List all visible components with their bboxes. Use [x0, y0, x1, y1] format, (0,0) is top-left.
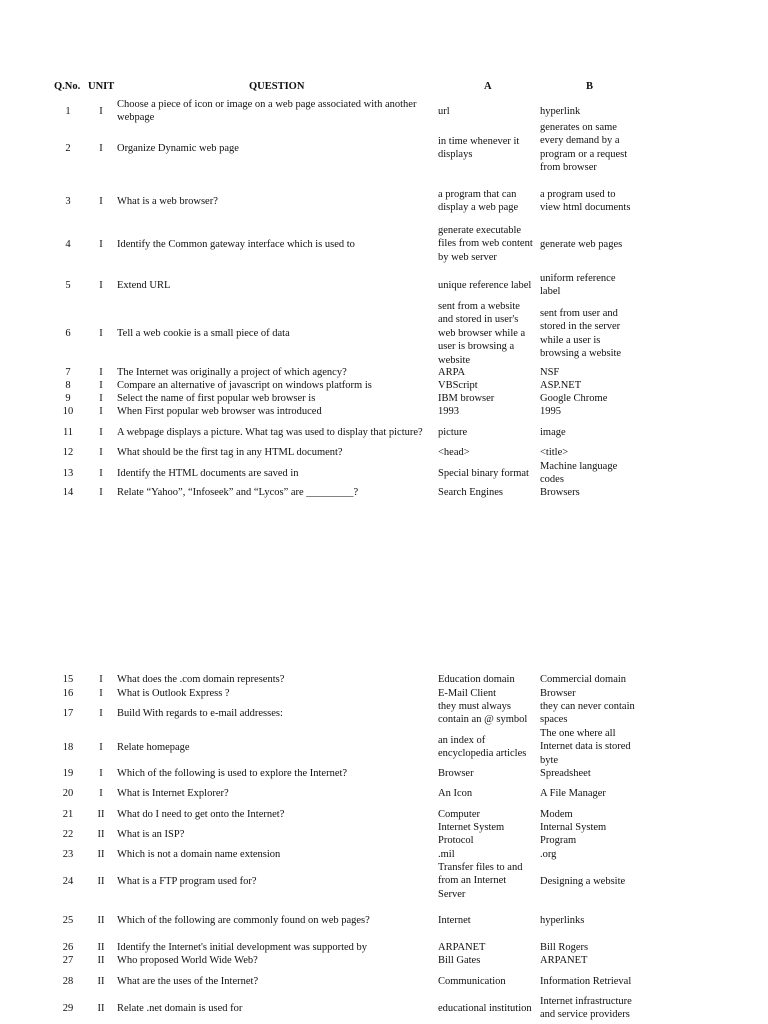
row-unit: II — [97, 876, 105, 887]
row-option-b: Browsers — [540, 487, 580, 498]
row-question: What is Outlook Express ? — [117, 688, 230, 699]
row-qno: 13 — [62, 468, 74, 479]
row-unit: I — [99, 380, 103, 391]
row-unit: I — [99, 106, 103, 117]
row-unit: I — [99, 406, 103, 417]
row-unit: I — [99, 143, 103, 154]
header-b: B — [586, 81, 594, 92]
row-unit: II — [97, 976, 105, 987]
row-option-a: unique reference label — [438, 280, 532, 291]
row-question: Identify the HTML documents are saved in — [117, 468, 299, 479]
row-option-b: Internet infrastructure and service providers — [540, 996, 632, 1021]
row-question: What do I need to get onto the Internet? — [117, 809, 285, 820]
row-option-a: Internet — [438, 915, 471, 926]
row-option-b: generate web pages — [540, 239, 623, 250]
row-option-b: Modem — [540, 809, 573, 820]
row-option-a: Communication — [438, 976, 506, 987]
row-unit: I — [99, 468, 103, 479]
row-unit: I — [99, 688, 103, 699]
row-option-a: Transfer files to and from an Internet Server — [438, 862, 523, 900]
row-unit: I — [99, 328, 103, 339]
row-qno: 18 — [62, 742, 74, 753]
row-option-b: Spreadsheet — [540, 768, 591, 779]
row-qno: 12 — [62, 447, 74, 458]
row-question: Relate “Yahoo”, “Infoseek” and “Lycos” are _________? — [117, 487, 359, 498]
row-qno: 26 — [62, 942, 74, 953]
row-unit: I — [99, 674, 103, 685]
row-option-a: Special binary format — [438, 468, 529, 479]
row-option-a: educational institution — [438, 1003, 532, 1014]
row-unit: I — [99, 708, 103, 719]
row-unit: I — [99, 196, 103, 207]
row-question: What is an ISP? — [117, 829, 185, 840]
row-option-a: IBM browser — [438, 393, 495, 404]
row-option-b: The one where all Internet data is stored byte — [540, 728, 631, 766]
row-option-b: Designing a website — [540, 876, 626, 887]
row-qno: 17 — [62, 708, 74, 719]
row-qno: 4 — [65, 239, 71, 250]
row-question: What is Internet Explorer? — [117, 788, 229, 799]
row-unit: I — [99, 768, 103, 779]
row-unit: II — [97, 829, 105, 840]
row-option-a: 1993 — [438, 406, 459, 417]
row-qno: 14 — [62, 487, 74, 498]
row-option-a: <head> — [438, 447, 470, 458]
row-unit: II — [97, 809, 105, 820]
row-option-b: hyperlink — [540, 106, 581, 117]
row-option-b: Internal System Program — [540, 822, 607, 847]
row-unit: I — [99, 367, 103, 378]
header-a: A — [484, 81, 492, 92]
row-option-a: E-Mail Client — [438, 688, 497, 699]
row-unit: I — [99, 427, 103, 438]
row-qno: 15 — [62, 674, 74, 685]
row-qno: 20 — [62, 788, 74, 799]
row-unit: I — [99, 487, 103, 498]
row-option-a: Computer — [438, 809, 480, 820]
row-option-a: generate executable files from web content by web server — [438, 225, 533, 263]
row-option-a: sent from a website and stored in user's web browser while a user is browsing a website — [438, 301, 526, 366]
row-option-a: Bill Gates — [438, 955, 481, 966]
row-question: A webpage displays a picture. What tag was used to display that picture? — [117, 427, 423, 438]
row-option-a: they must always contain an @ symbol — [438, 701, 528, 726]
row-question: Which of the following are commonly found on web pages? — [117, 915, 370, 926]
row-question: Relate .net domain is used for — [117, 1003, 243, 1014]
row-option-a: ARPA — [438, 367, 466, 378]
row-option-b: Google Chrome — [540, 393, 608, 404]
row-qno: 10 — [62, 406, 74, 417]
row-option-a: Internet System Protocol — [438, 822, 505, 847]
row-question: What does the .com domain represents? — [117, 674, 285, 685]
row-option-a: VBScript — [438, 380, 478, 391]
row-qno: 25 — [62, 915, 74, 926]
row-option-a: picture — [438, 427, 468, 438]
row-unit: I — [99, 447, 103, 458]
row-qno: 9 — [65, 393, 71, 404]
row-option-b: Machine language codes — [540, 461, 618, 486]
row-option-a: Browser — [438, 768, 474, 779]
row-unit: II — [97, 915, 105, 926]
row-qno: 6 — [65, 328, 71, 339]
row-option-b: image — [540, 427, 566, 438]
row-unit: II — [97, 955, 105, 966]
row-question: Build With regards to e-mail addresses: — [117, 708, 283, 719]
row-option-b: generates on same every demand by a program or a request from browser — [540, 122, 628, 174]
row-qno: 3 — [65, 196, 71, 207]
row-option-a: in time whenever it displays — [438, 136, 520, 161]
row-qno: 1 — [65, 106, 71, 117]
row-unit: I — [99, 742, 103, 753]
row-option-b: ARPANET — [540, 955, 588, 966]
row-question: Extend URL — [117, 280, 171, 291]
row-option-b: uniform reference label — [540, 273, 616, 298]
row-option-b: .org — [540, 849, 557, 860]
row-question: Compare an alternative of javascript on windows platform is — [117, 380, 372, 391]
row-option-b: A File Manager — [540, 788, 606, 799]
row-question: The Internet was originally a project of which agency? — [117, 367, 347, 378]
row-qno: 11 — [62, 427, 74, 438]
row-question: What is a web browser? — [117, 196, 218, 207]
row-qno: 28 — [62, 976, 74, 987]
row-option-a: An Icon — [438, 788, 473, 799]
row-unit: I — [99, 280, 103, 291]
row-question: Who proposed World Wide Web? — [117, 955, 258, 966]
row-qno: 22 — [62, 829, 74, 840]
row-question: Relate homepage — [117, 742, 190, 753]
row-question: Organize Dynamic web page — [117, 143, 239, 154]
row-option-a: a program that can display a web page — [438, 189, 519, 214]
row-option-a: Education domain — [438, 674, 515, 685]
row-unit: II — [97, 849, 105, 860]
row-question: Which is not a domain name extension — [117, 849, 281, 860]
row-option-a: url — [438, 106, 450, 117]
row-qno: 29 — [62, 1003, 74, 1014]
row-question: What are the uses of the Internet? — [117, 976, 259, 987]
row-option-b: hyperlinks — [540, 915, 585, 926]
row-option-a: an index of encyclopedia articles — [438, 735, 527, 760]
row-question: Tell a web cookie is a small piece of data — [117, 328, 290, 339]
header-question: QUESTION — [249, 81, 305, 92]
row-option-b: sent from user and stored in the server while a user is browsing a website — [540, 308, 622, 360]
row-option-b: <title> — [540, 447, 569, 458]
row-unit: I — [99, 393, 103, 404]
row-unit: I — [99, 788, 103, 799]
row-option-b: they can never contain spaces — [540, 701, 635, 726]
row-option-b: Commercial domain — [540, 674, 627, 685]
header-qno: Q.No. — [54, 81, 81, 92]
row-option-a: Search Engines — [438, 487, 504, 498]
row-qno: 5 — [65, 280, 71, 291]
row-qno: 24 — [62, 876, 74, 887]
row-option-a: .mil — [438, 849, 455, 860]
header-unit: UNIT — [88, 81, 115, 92]
row-option-b: a program used to view html documents — [540, 189, 631, 214]
row-question: Identify the Common gateway interface which is used to — [117, 239, 355, 250]
row-option-b: Bill Rogers — [540, 942, 589, 953]
row-question: Choose a piece of icon or image on a web page associated with another webpage — [117, 99, 417, 124]
row-question: When First popular web browser was introduced — [117, 406, 322, 417]
row-question: Which of the following is used to explore the Internet? — [117, 768, 348, 779]
row-qno: 27 — [62, 955, 74, 966]
row-option-b: ASP.NET — [540, 380, 582, 391]
row-qno: 21 — [62, 809, 74, 820]
row-qno: 16 — [62, 688, 74, 699]
row-question: Identify the Internet's initial development was supported by — [117, 942, 368, 953]
row-question: Select the name of first popular web browser is — [117, 393, 316, 404]
row-question: What is a FTP program used for? — [117, 876, 257, 887]
row-unit: II — [97, 1003, 105, 1014]
row-qno: 8 — [65, 380, 71, 391]
row-qno: 19 — [62, 768, 74, 779]
row-qno: 7 — [65, 367, 71, 378]
row-option-b: Information Retrieval — [540, 976, 632, 987]
row-unit: II — [97, 942, 105, 953]
row-option-b: NSF — [540, 367, 560, 378]
row-option-b: Browser — [540, 688, 576, 699]
row-option-b: 1995 — [540, 406, 561, 417]
row-question: What should be the first tag in any HTML document? — [117, 447, 343, 458]
row-qno: 2 — [65, 143, 71, 154]
row-unit: I — [99, 239, 103, 250]
row-option-a: ARPANET — [438, 942, 486, 953]
row-qno: 23 — [62, 849, 74, 860]
